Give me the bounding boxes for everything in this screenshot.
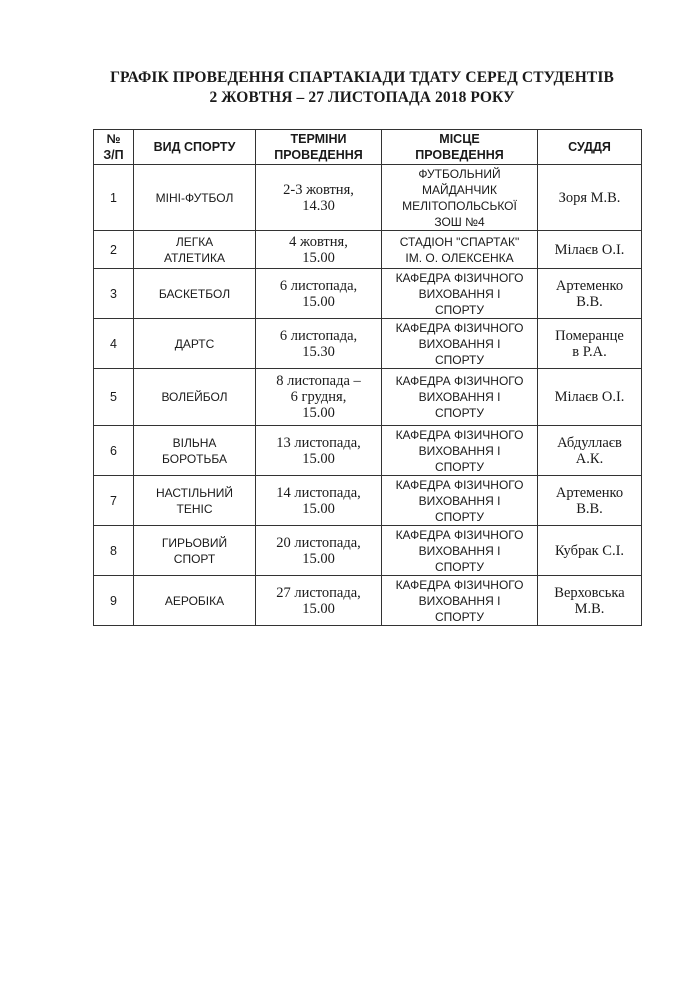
- row-place: КАФЕДРА ФІЗИЧНОГО ВИХОВАННЯ І СПОРТУ: [382, 426, 538, 476]
- header-judge: СУДДЯ: [538, 130, 642, 165]
- row-number: 3: [94, 269, 134, 319]
- row-number: 9: [94, 576, 134, 626]
- row-number: 6: [94, 426, 134, 476]
- row-sport: ГИРЬОВИЙ СПОРТ: [134, 526, 256, 576]
- row-judge: Померанце в Р.А.: [538, 319, 642, 369]
- row-number: 2: [94, 231, 134, 269]
- row-dates: 20 листопада, 15.00: [256, 526, 382, 576]
- row-judge: Артеменко В.В.: [538, 269, 642, 319]
- header-sport: ВИД СПОРТУ: [134, 130, 256, 165]
- row-dates: 4 жовтня, 15.00: [256, 231, 382, 269]
- row-dates: 14 листопада, 15.00: [256, 476, 382, 526]
- row-judge: Зоря М.В.: [538, 165, 642, 231]
- row-sport: МІНІ-ФУТБОЛ: [134, 165, 256, 231]
- table-row: [94, 319, 642, 369]
- row-judge: Верховська М.В.: [538, 576, 642, 626]
- row-sport: ВОЛЕЙБОЛ: [134, 369, 256, 426]
- row-number: 8: [94, 526, 134, 576]
- header-place: МІСЦЕ ПРОВЕДЕННЯ: [382, 130, 538, 165]
- row-sport: ДАРТС: [134, 319, 256, 369]
- row-place: КАФЕДРА ФІЗИЧНОГО ВИХОВАННЯ І СПОРТУ: [382, 369, 538, 426]
- row-number: 7: [94, 476, 134, 526]
- header-dates: ТЕРМІНИ ПРОВЕДЕННЯ: [256, 130, 382, 165]
- document-title-line-1: ГРАФІК ПРОВЕДЕННЯ СПАРТАКІАДИ ТДАТУ СЕРЕД СТУДЕНТІВ: [110, 69, 614, 86]
- row-sport: АЕРОБІКА: [134, 576, 256, 626]
- row-dates: 8 листопада – 6 грудня, 15.00: [256, 369, 382, 426]
- row-dates: 27 листопада, 15.00: [256, 576, 382, 626]
- row-dates: 6 листопада, 15.30: [256, 319, 382, 369]
- row-sport: ВІЛЬНА БОРОТЬБА: [134, 426, 256, 476]
- table-row: [94, 576, 642, 626]
- table-row: [94, 526, 642, 576]
- row-place: КАФЕДРА ФІЗИЧНОГО ВИХОВАННЯ І СПОРТУ: [382, 269, 538, 319]
- table-row: [94, 476, 642, 526]
- schedule-table: [93, 129, 642, 626]
- row-number: 1: [94, 165, 134, 231]
- row-place: КАФЕДРА ФІЗИЧНОГО ВИХОВАННЯ І СПОРТУ: [382, 576, 538, 626]
- table-row: [94, 426, 642, 476]
- row-place: СТАДІОН "СПАРТАК" ІМ. О. ОЛЕКСЕНКА: [382, 231, 538, 269]
- row-dates: 6 листопада, 15.00: [256, 269, 382, 319]
- row-dates: 2-3 жовтня, 14.30: [256, 165, 382, 231]
- table-row: [94, 269, 642, 319]
- row-number: 5: [94, 369, 134, 426]
- row-place: КАФЕДРА ФІЗИЧНОГО ВИХОВАННЯ І СПОРТУ: [382, 526, 538, 576]
- row-judge: Абдуллаєв А.К.: [538, 426, 642, 476]
- document-title-line-2: 2 ЖОВТНЯ – 27 ЛИСТОПАДА 2018 РОКУ: [209, 89, 515, 106]
- table-row: [94, 165, 642, 231]
- row-number: 4: [94, 319, 134, 369]
- table-header-row: [94, 130, 642, 165]
- row-judge: Мілаєв О.І.: [538, 369, 642, 426]
- row-sport: НАСТІЛЬНИЙ ТЕНІС: [134, 476, 256, 526]
- row-judge: Мілаєв О.І.: [538, 231, 642, 269]
- table-row: [94, 369, 642, 426]
- row-place: ФУТБОЛЬНИЙ МАЙДАНЧИК МЕЛІТОПОЛЬСЬКОЇ ЗОШ №4: [382, 165, 538, 231]
- row-dates: 13 листопада, 15.00: [256, 426, 382, 476]
- row-judge: Артеменко В.В.: [538, 476, 642, 526]
- row-place: КАФЕДРА ФІЗИЧНОГО ВИХОВАННЯ І СПОРТУ: [382, 319, 538, 369]
- row-sport: БАСКЕТБОЛ: [134, 269, 256, 319]
- header-number: № З/П: [94, 130, 134, 165]
- row-judge: Кубрак С.І.: [538, 526, 642, 576]
- table-row: [94, 231, 642, 269]
- row-sport: ЛЕГКА АТЛЕТИКА: [134, 231, 256, 269]
- row-place: КАФЕДРА ФІЗИЧНОГО ВИХОВАННЯ І СПОРТУ: [382, 476, 538, 526]
